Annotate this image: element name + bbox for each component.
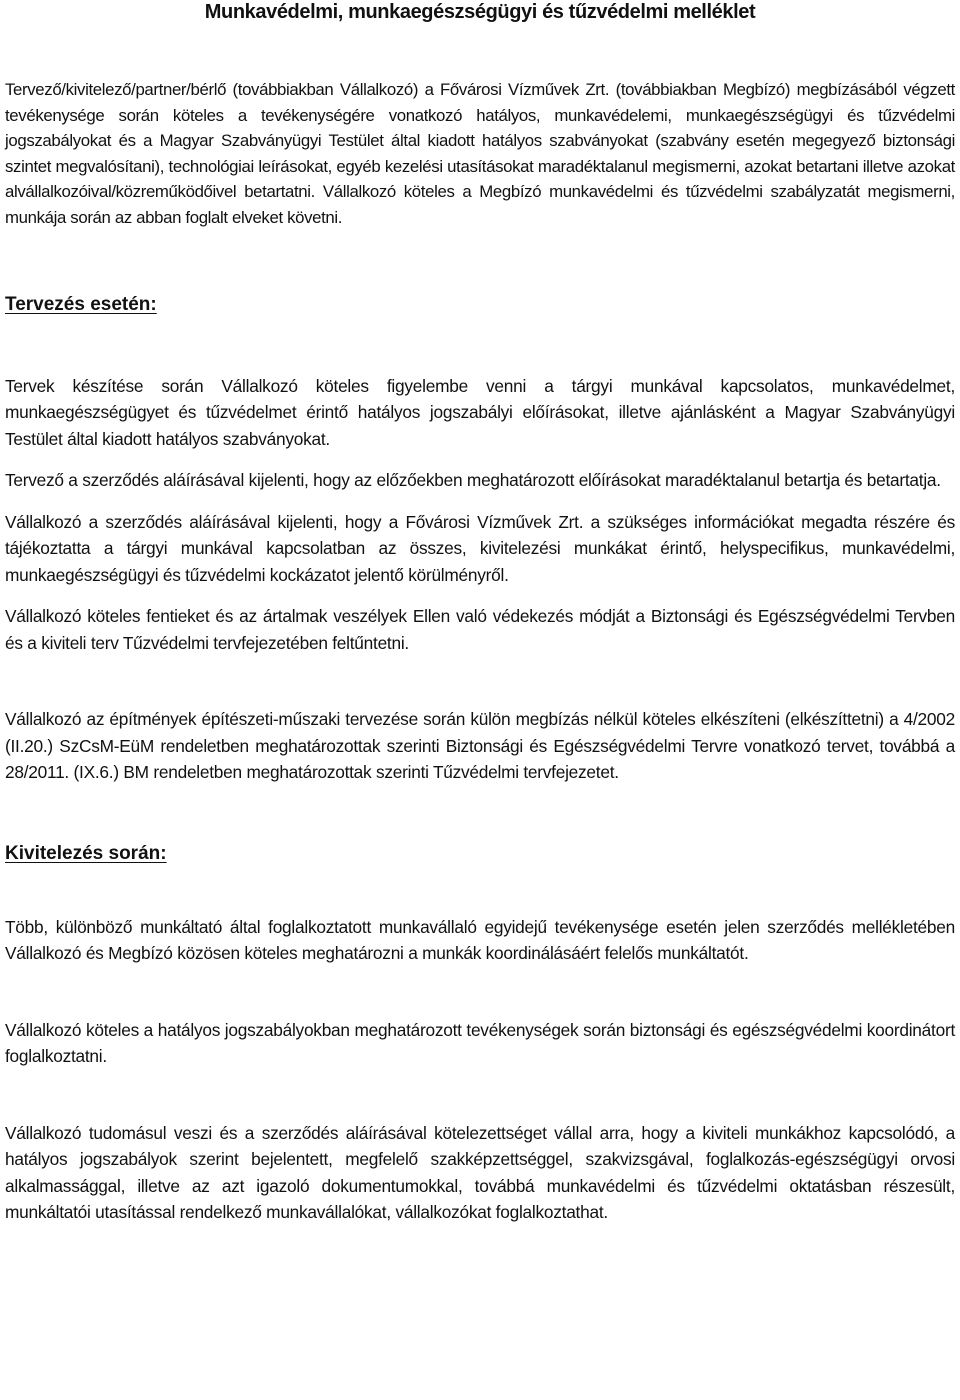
design-paragraph-2: Tervező a szerződés aláírásával kijelenti, hogy az előzőekben meghatározott előírásokat maradéktalanul betartja és betartatja. [5, 470, 941, 491]
design-paragraph-4: Vállalkozó köteles fentieket és az ártalmak veszélyek Ellen való védekezés módját a Biztonsági és Egészségvédelmi Tervben és a kiviteli terv Tűzvédelmi tervfejezetében feltűntetni. [5, 606, 955, 653]
design-paragraph-3: Vállalkozó a szerződés aláírásával kijelenti, hogy a Fővárosi Vízművek Zrt. a szükséges információkat megadta részére és tájékoztatta a tárgyi munkával kapcsolatban az összes, kivitelezési munkákat érintő, helyspecifikus, munkavédelmi, munkaegészségügyi és tűzvédelmi kockázatot jelentő körülményről. [5, 511, 955, 585]
intro-paragraph: Tervező/kivitelező/partner/bérlő (továbbiakban Vállalkozó) a Fővárosi Vízművek Zrt. (továbbiakban Megbízó) megbízásából végzett tevékenysége során köteles a tevékenységére vonatkozó hatályos, munkavédelemi, munkaegészségügyi és tűzvédelmi jogszabályokat és a Magyar Szabványügyi Testület által kiadott hatályos szabványokat (szabvány esetén megegyező biztonsági szintet megvalósítani), technológiai leírásokat, egyéb kezelési utasításokat maradéktalanul megismerni, azokat betartani illetve azokat alvállalkozóival/közreműködőivel betartatni. Vállalkozó köteles a Megbízó munkavédelmi és tűzvédelmi szabályzatát megismerni, munkája során az abban foglalt elveket követni. [5, 80, 955, 227]
execution-paragraph-1: Több, különböző munkáltató által foglalkoztatott munkavállaló egyidejű tevékenysége esetén jelen szerződés mellékletében Vállalkozó és Megbízó közösen köteles meghatározni a munkák koordinálásáért felelős munkáltatót. [5, 916, 955, 964]
document-page [5, 0, 955, 1226]
section-heading-design: Tervezés esetén: [5, 293, 157, 315]
section-heading-execution: Kivitelezés során: [5, 842, 167, 864]
design-paragraph-5: Vállalkozó az építmények építészeti-műszaki tervezése során külön megbízás nélkül köteles elkészíteni (elkészíttetni) a 4/2002 (II.20.) SzCsM-EüM rendeletben meghatározottak szerinti Biztonsági és Egészségvédelmi Tervre vonatkozó tervet, továbbá a 28/2011. (IX.6.) BM rendeletben meghatározottak szerinti Tűzvédelmi tervfejezetet. [5, 709, 955, 783]
design-paragraph-1: Tervek készítése során Vállalkozó köteles figyelembe venni a tárgyi munkával kapcsolatos, munkavédelmet, munkaegészségügyet és tűzvédelmet érintő hatályos jogszabályi előírásokat, illetve ajánlásként a Magyar Szabványügyi Testület által kiadott hatályos szabványokat. [5, 375, 955, 449]
document-title: Munkavédelmi, munkaegészségügyi és tűzvédelmi melléklet [204, 1, 756, 23]
execution-paragraph-2: Vállalkozó köteles a hatályos jogszabályokban meghatározott tevékenységek során biztonsági és egészségvédelmi koordinátort foglalkoztatni. [5, 1019, 955, 1067]
execution-paragraph-3: Vállalkozó tudomásul veszi és a szerződés aláírásával kötelezettséget vállal arra, hogy a kiviteli munkákhoz kapcsolódó, a hatályos jogszabályok szerint bejelentett, megfelelő szakképzettséggel, szakvizsgával, foglalkozás-egészségügyi orvosi alkalmassággal, illetve az azt igazoló dokumentumokkal, továbbá munkavédelmi és tűzvédelmi oktatásban részesült, munkáltatói utasítással rendelkező munkavállalókat, vállalkozókat foglalkoztathat. [5, 1122, 955, 1223]
